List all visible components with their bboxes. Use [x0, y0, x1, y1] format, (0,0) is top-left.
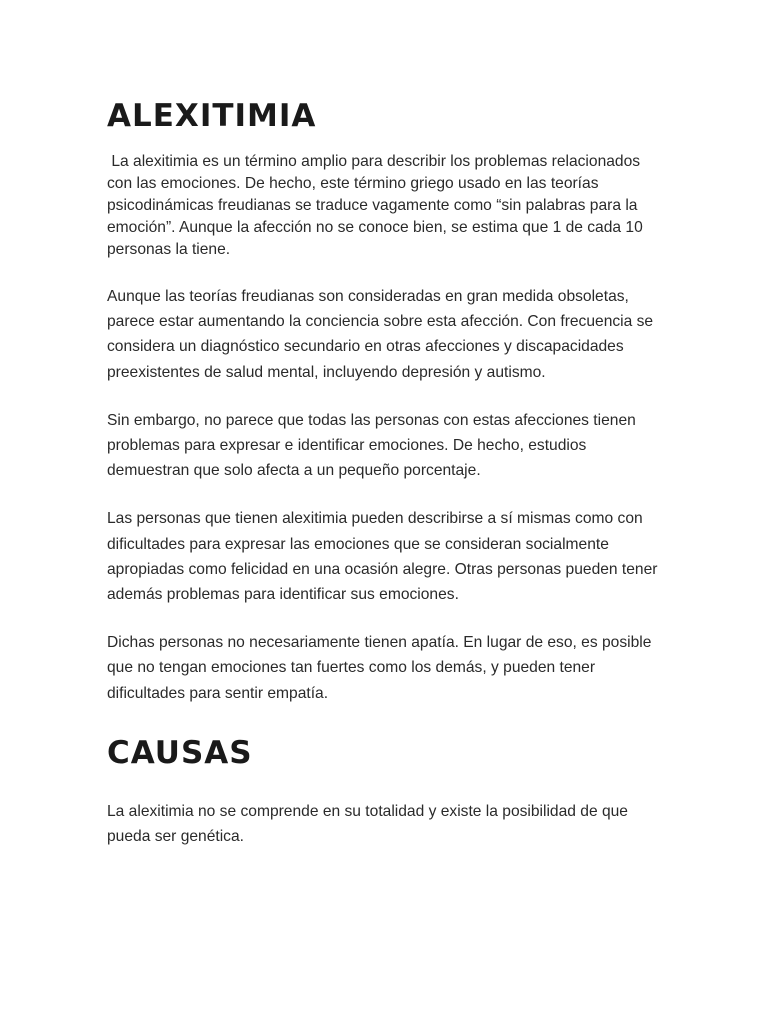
section-heading-causas: CAUSAS [107, 734, 253, 771]
document-page [107, 96, 667, 849]
causas-paragraph: La alexitimia no se comprende en su totalidad y existe la posibilidad de que pueda ser genética. [107, 802, 628, 846]
document-title: ALEXITIMIA [107, 98, 317, 134]
body-paragraph: Las personas que tienen alexitimia pueden describirse a sí mismas como con dificultades para expresar las emociones que se consideran socialmente apropiadas como felicidad en una ocasión alegre. Otras personas pueden tener además problemas para identificar sus emociones. [107, 510, 658, 604]
intro-paragraph: La alexitimia es un término amplio para describir los problemas relacionados con las emociones. De hecho, este término griego usado en las teorías psicodinámicas freudianas se traduce vagamente como “sin palabras para la emoción”. Aunque la afección no se conoce bien, se estima que 1 de cada 10 personas la tiene. [107, 153, 648, 258]
body-paragraph: Sin embargo, no parece que todas las personas con estas afecciones tienen problemas para expresar e identificar emociones. De hecho, estudios demuestran que solo afecta a un pequeño porcentaje. [107, 411, 636, 480]
body-paragraph: Dichas personas no necesariamente tienen apatía. En lugar de eso, es posible que no tengan emociones tan fuertes como los demás, y pueden tener dificultades para sentir empatía. [107, 634, 652, 702]
body-paragraph: Aunque las teorías freudianas son consideradas en gran medida obsoletas, parece estar aumentando la conciencia sobre esta afección. Con frecuencia se considera un diagnóstico secundario en otras afecciones y discapacidades preexistentes de salud mental, incluyendo depresión y autismo. [107, 288, 654, 381]
